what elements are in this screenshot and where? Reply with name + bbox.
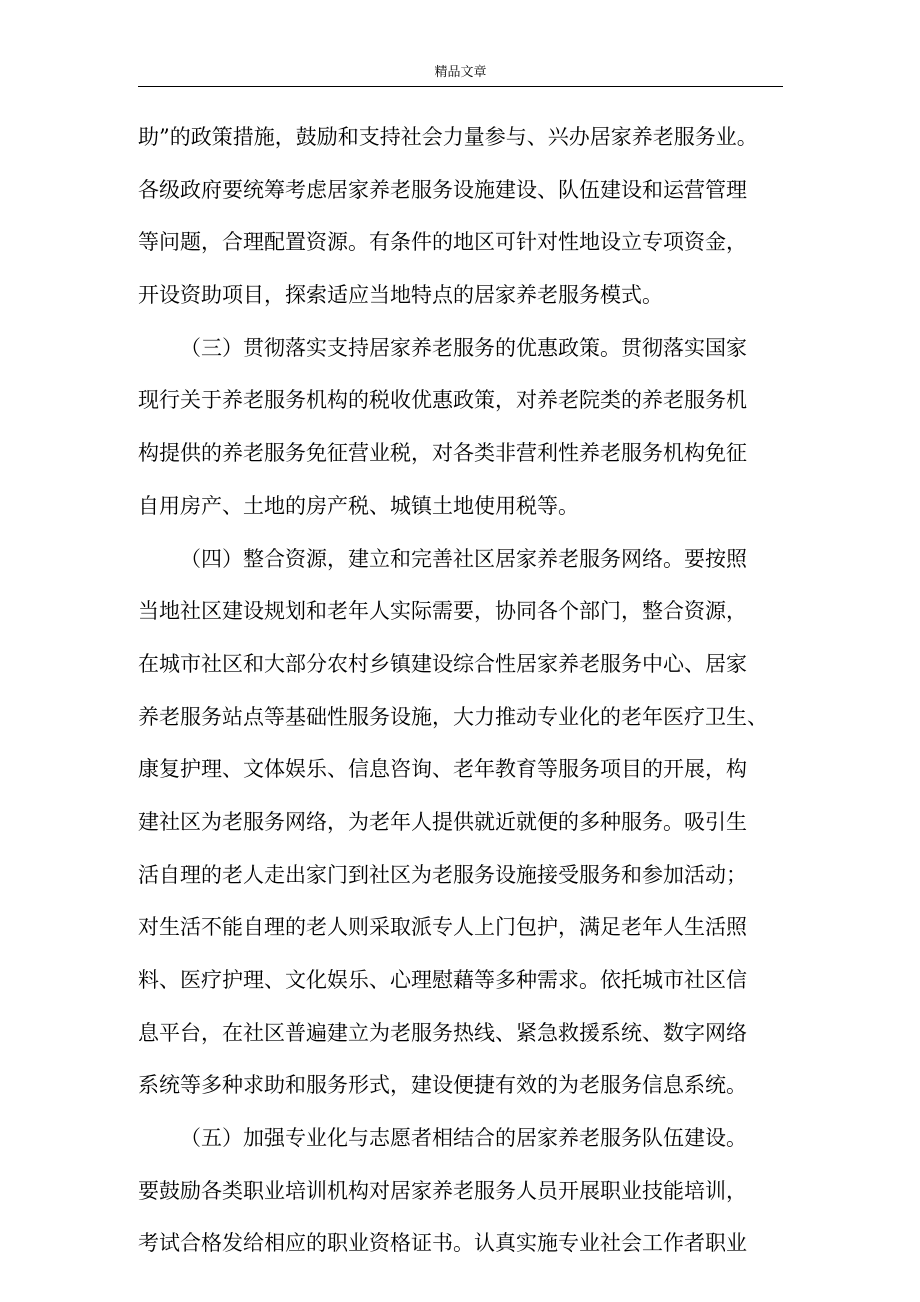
text-line: 助”的政策措施，鼓励和支持社会力量参与、兴办居家养老服务业。 <box>138 125 758 149</box>
text-line: 要鼓励各类职业培训机构对居家养老服务人员开展职业技能培训， <box>138 1178 747 1203</box>
text-line: 养老服务站点等基础性服务设施，大力推动专业化的老年医疗卫生、 <box>138 704 768 729</box>
text-line: 构提供的养老服务免征营业税，对各类非营利性养老服务机构免征 <box>138 441 747 466</box>
header-title: 精品文章 <box>434 65 487 80</box>
text-line: 在城市社区和大部分农村乡镇建设综合性居家养老服务中心、居家 <box>138 651 747 676</box>
paragraph-start-line: （五）加强专业化与志愿者相结合的居家养老服务队伍建设。 <box>180 1126 747 1151</box>
text-line: 等问题，合理配置资源。有条件的地区可针对性地设立专项资金， <box>138 230 747 255</box>
text-line: 当地社区建设规划和老年人实际需要，协同各个部门，整合资源， <box>138 599 747 624</box>
paragraph-start-line: （三）贯彻落实支持居家养老服务的优惠政策。贯彻落实国家 <box>180 335 747 360</box>
text-line: 自用房产、土地的房产税、城镇土地使用税等。 <box>138 493 579 518</box>
text-line: 活自理的老人走出家门到社区为老服务设施接受服务和参加活动； <box>138 862 747 887</box>
paragraph-start-line: （四）整合资源，建立和完善社区居家养老服务网络。要按照 <box>180 546 747 571</box>
text-line: 考试合格发给相应的职业资格证书。认真实施专业社会工作者职业 <box>138 1231 747 1256</box>
text-line: 息平台，在社区普遍建立为老服务热线、紧急救援系统、数字网络 <box>138 1020 747 1045</box>
text-line: 各级政府要统筹考虑居家养老服务设施建设、队伍建设和运营管理 <box>138 177 747 202</box>
text-line: 对生活不能自理的老人则采取派专人上门包护，满足老年人生活照 <box>138 915 747 940</box>
text-line: 现行关于养老服务机构的税收优惠政策，对养老院类的养老服务机 <box>138 388 747 413</box>
text-line: 开设资助项目，探索适应当地特点的居家养老服务模式。 <box>138 283 663 308</box>
text-line: 康复护理、文体娱乐、信息咨询、老年教育等服务项目的开展，构 <box>138 757 747 782</box>
text-line: 料、医疗护理、文化娱乐、心理慰藉等多种需求。依托城市社区信 <box>138 968 747 992</box>
text-line: 建社区为老服务网络，为老年人提供就近就便的多种服务。吸引生 <box>138 809 747 834</box>
page-header <box>138 60 783 87</box>
text-line: 系统等多种求助和服务形式，建设便捷有效的为老服务信息系统。 <box>138 1073 747 1098</box>
document-body <box>138 118 783 1277</box>
